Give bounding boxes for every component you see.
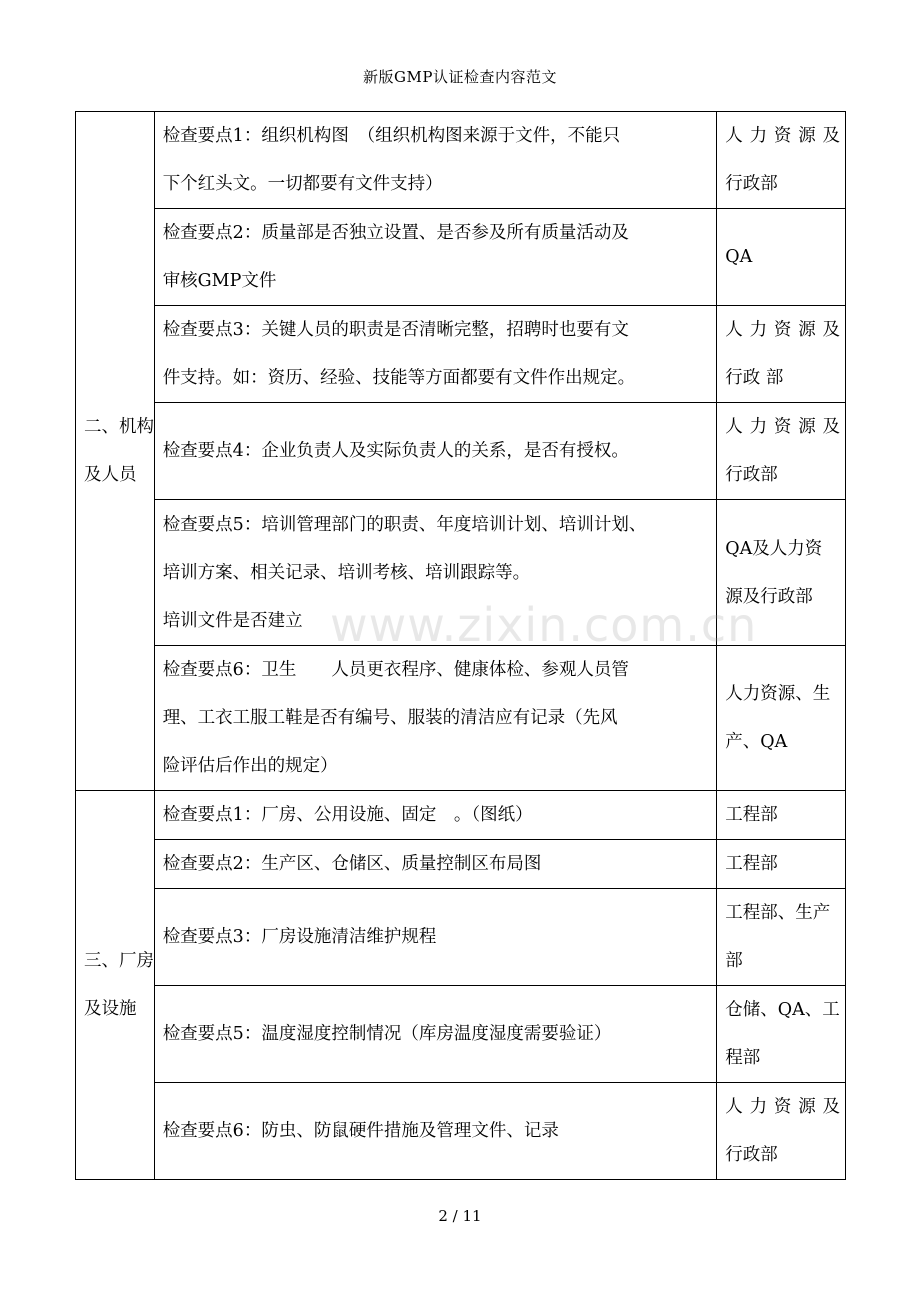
checkpoint-text-line: 检查要点5：温度湿度控制情况（库房温度湿度需要验证） <box>162 1024 612 1044</box>
category-label-line: 二、机构 <box>84 417 154 437</box>
checkpoint-text-line: 检查要点1：组织机构图 （组织机构图来源于文件，不能只 <box>162 126 621 146</box>
department-text-line: 程部 <box>725 1048 761 1068</box>
category-label-line: 及人员 <box>84 465 137 485</box>
checkpoint-text-line: 件支持。如：资历、经验、技能等方面都要有文件作出规定。 <box>162 368 636 388</box>
checkpoint-text-line: 险评估后作出的规定） <box>162 756 338 776</box>
department-text-line: 人力资源及 <box>725 320 840 340</box>
checklist-row <box>76 112 846 209</box>
page-number: 2 / 11 <box>438 1207 482 1225</box>
checklist-row <box>76 791 846 840</box>
department-text-line: 工程部 <box>725 805 778 825</box>
department-text-line: 行政部 <box>725 1145 778 1165</box>
checkpoint-text-line: 培训文件是否建立 <box>162 610 303 631</box>
checkpoint-description <box>154 112 717 209</box>
responsible-department <box>717 1083 846 1180</box>
checkpoint-text-line: 理、工衣工服工鞋是否有编号、服装的清洁应有记录（先风 <box>162 708 618 728</box>
checkpoint-description <box>154 986 717 1083</box>
section-category <box>76 791 155 1180</box>
responsible-department <box>717 403 846 500</box>
checkpoint-text-line: 下个红头文。一切都要有文件支持） <box>162 174 443 194</box>
department-text-line: 人力资源及 <box>725 1097 840 1117</box>
checkpoint-text-line: 检查要点5：培训管理部门的职责、年度培训计划、培训计划、 <box>162 514 647 535</box>
department-text-line: 行政部 <box>725 465 778 485</box>
responsible-department <box>717 646 846 791</box>
department-text-line: 行政 部 <box>725 368 784 388</box>
checkpoint-text-line: 检查要点4：企业负责人及实际负责人的关系，是否有授权。 <box>162 441 629 461</box>
gmp-checklist-table <box>75 111 846 1180</box>
department-text-line: QA <box>725 247 753 267</box>
checkpoint-description <box>154 646 717 791</box>
checklist-row <box>76 986 846 1083</box>
document-header: 新版GMP认证检查内容范文 <box>363 68 557 86</box>
checkpoint-text-line: 审核GMP文件 <box>162 271 277 291</box>
checkpoint-description <box>154 791 717 840</box>
department-text-line: 仓储、QA、工 <box>725 1000 840 1020</box>
responsible-department <box>717 791 846 840</box>
department-text-line: 人力资源及 <box>725 417 840 437</box>
checkpoint-text-line: 检查要点1：厂房、公用设施、固定 。（图纸） <box>162 805 533 825</box>
responsible-department <box>717 986 846 1083</box>
responsible-department <box>717 500 846 646</box>
checkpoint-description <box>154 889 717 986</box>
checkpoint-text-line: 检查要点6：防虫、防鼠硬件措施及管理文件、记录 <box>162 1121 559 1141</box>
checkpoint-description <box>154 1083 717 1180</box>
checklist-row <box>76 889 846 986</box>
category-label-line: 及设施 <box>84 999 137 1019</box>
checklist-row <box>76 500 846 646</box>
checkpoint-text-line: 检查要点6：卫生 人员更衣程序、健康体检、参观人员管 <box>162 660 629 680</box>
checklist-row <box>76 840 846 889</box>
checklist-row <box>76 403 846 500</box>
checkpoint-description <box>154 840 717 889</box>
checkpoint-description <box>154 306 717 403</box>
category-label-line: 三、厂房 <box>84 951 154 971</box>
responsible-department <box>717 840 846 889</box>
checkpoint-description <box>154 500 717 646</box>
department-text-line: 产、QA <box>725 732 788 752</box>
checklist-row <box>76 646 846 791</box>
department-text-line: 工程部、生产 <box>725 903 831 923</box>
department-text-line: 人力资源、生 <box>725 684 831 704</box>
responsible-department <box>717 112 846 209</box>
department-text-line: QA及人力资 <box>725 538 823 559</box>
checklist-row <box>76 209 846 306</box>
responsible-department <box>717 889 846 986</box>
checklist-row <box>76 306 846 403</box>
checkpoint-text-line: 检查要点2：生产区、仓储区、质量控制区布局图 <box>162 854 542 874</box>
responsible-department <box>717 306 846 403</box>
checkpoint-description <box>154 403 717 500</box>
department-text-line: 源及行政部 <box>725 586 813 607</box>
department-text-line: 工程部 <box>725 854 778 874</box>
watermark: www.zixin.com.cn <box>330 598 758 652</box>
section-category <box>76 112 155 791</box>
checklist-row <box>76 1083 846 1180</box>
checkpoint-text-line: 检查要点2：质量部是否独立设置、是否参及所有质量活动及 <box>162 223 629 243</box>
checkpoint-text-line: 检查要点3：关键人员的职责是否清晰完整，招聘时也要有文 <box>162 320 629 340</box>
department-text-line: 部 <box>725 951 743 971</box>
checkpoint-text-line: 培训方案、相关记录、培训考核、培训跟踪等。 <box>162 562 531 583</box>
department-text-line: 人力资源及 <box>725 126 840 146</box>
checkpoint-description <box>154 209 717 306</box>
checkpoint-text-line: 检查要点3：厂房设施清洁维护规程 <box>162 927 437 947</box>
department-text-line: 行政部 <box>725 174 778 194</box>
responsible-department <box>717 209 846 306</box>
